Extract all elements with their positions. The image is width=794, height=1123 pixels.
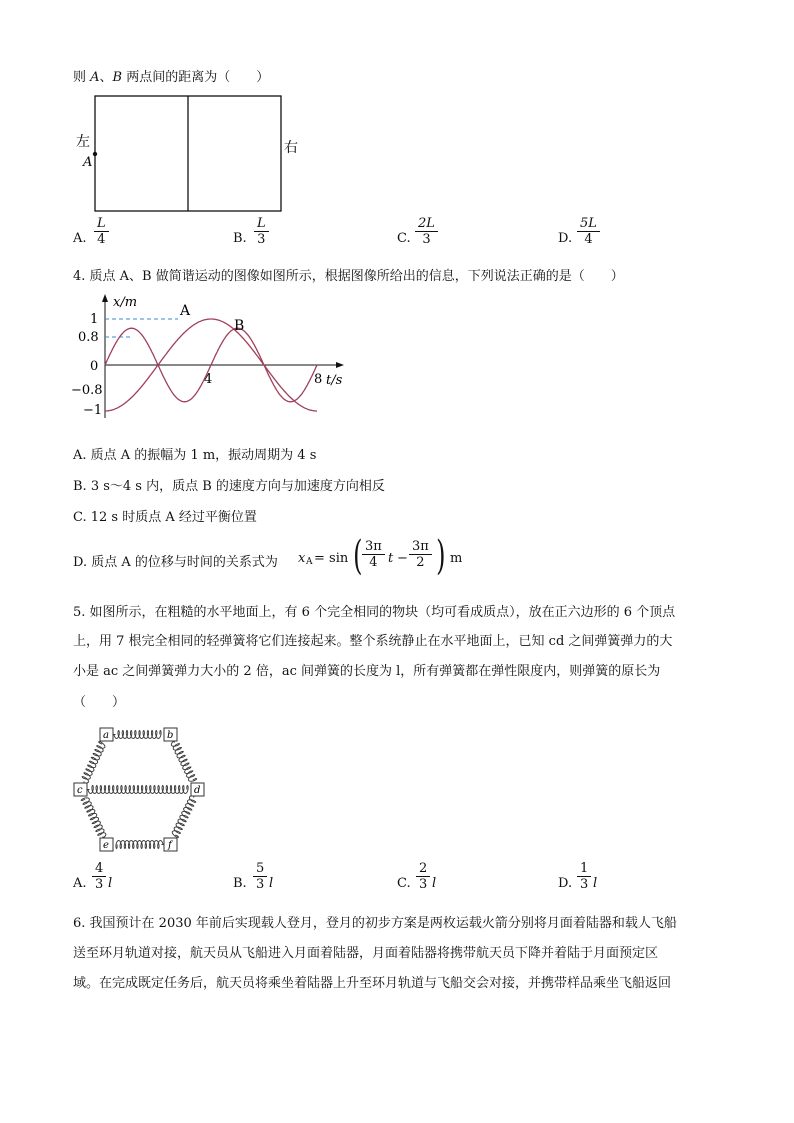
svg-text:d: d bbox=[194, 785, 201, 796]
q5-option-d-var: l bbox=[593, 876, 598, 891]
q5-option-b-frac[interactable]: $\frac{5}{3}$ bbox=[253, 861, 267, 892]
q4-option-d-eq: = sin bbox=[314, 551, 349, 566]
q6-stem-line1: 6. 我国预计在 2030 年前后实现载人登月，登月的初步方案是两枚运载火箭分别将月面着陆器和载人飞船 bbox=[73, 916, 677, 931]
q4-option-d-frac2: $\frac{3\pi}{2}$ bbox=[409, 539, 432, 570]
svg-text:e: e bbox=[103, 840, 109, 851]
q4-y-tick-0.8: 0.8 bbox=[78, 330, 99, 345]
q5-option-c-frac[interactable]: $\frac{2}{3}$ bbox=[416, 861, 430, 892]
q4-x-arrow bbox=[336, 362, 344, 368]
q3-option-b-label[interactable]: B. bbox=[233, 231, 247, 246]
q4-y-axis-label: x/m bbox=[113, 295, 138, 310]
q4-option-d-lparen: ( bbox=[353, 533, 363, 579]
q4-y-tick-neg0.8: −0.8 bbox=[71, 383, 103, 398]
q5-spring-df bbox=[172, 796, 195, 838]
q5-spring-ab bbox=[114, 731, 161, 739]
q3-stem: 则 A、B 两点间的距离为（ ） bbox=[73, 70, 270, 85]
q5-option-a-frac[interactable]: $\frac{4}{3}$ bbox=[92, 861, 106, 892]
q4-option-b[interactable]: B. 3 s～4 s 内，质点 B 的速度方向与加速度方向相反 bbox=[73, 479, 385, 494]
q5-stem-line1: 5. 如图所示，在粗糙的水平地面上，有 6 个完全相同的物块（均可看成质点），放在正六边形的 6 个顶点 bbox=[73, 605, 676, 620]
q3-option-b-frac[interactable]: $\frac{L}{3}$ bbox=[254, 216, 269, 247]
q4-option-c[interactable]: C. 12 s 时质点 A 经过平衡位置 bbox=[73, 510, 257, 525]
q5-block-f bbox=[164, 838, 177, 851]
q5-springs bbox=[81, 731, 196, 849]
q5-hexagon-figure bbox=[68, 722, 218, 860]
q4-option-d-prefix: D. 质点 A 的位移与时间的关系式为 bbox=[73, 555, 278, 570]
q5-option-c-label[interactable]: C. bbox=[397, 876, 411, 891]
q5-option-b-label[interactable]: B. bbox=[233, 876, 247, 891]
q3-label-point: A bbox=[83, 155, 93, 170]
q4-option-d-unit: m bbox=[450, 551, 463, 566]
q4-stem: 4. 质点 A、B 做简谐运动的图像如图所示，根据图像所给出的信息，下列说法正确的是（ ） bbox=[73, 269, 624, 284]
q4-y-arrow bbox=[102, 294, 108, 302]
q5-spring-ca bbox=[82, 742, 105, 783]
svg-text:f: f bbox=[168, 840, 172, 851]
q6-stem-line3: 域。在完成既定任务后，航天员将乘坐着陆器上升至环月轨道与飞船交会对接，并携带样品乘坐飞船返回 bbox=[73, 976, 672, 991]
q5-option-a-label[interactable]: A. bbox=[73, 876, 87, 891]
q5-stem-line4: （ ） bbox=[73, 695, 126, 710]
q3-option-a-label[interactable]: A. bbox=[73, 231, 87, 246]
q5-block-d bbox=[191, 783, 204, 796]
q4-option-d-var: x bbox=[298, 551, 306, 566]
q5-block-a bbox=[100, 728, 113, 741]
q4-x-tick-4: 4 bbox=[204, 372, 213, 387]
svg-text:a: a bbox=[103, 730, 109, 741]
q5-option-d-label[interactable]: D. bbox=[558, 876, 573, 891]
q4-option-d-minus: − bbox=[397, 551, 408, 566]
q4-y-tick-0: 0 bbox=[90, 359, 99, 374]
q3-point-A bbox=[93, 152, 97, 156]
q5-block-c bbox=[74, 783, 87, 796]
q4-option-d-sub: A bbox=[306, 557, 313, 567]
q4-option-d-rparen: ) bbox=[436, 533, 446, 579]
q5-spring-ec bbox=[81, 798, 106, 838]
q3-option-c-frac[interactable]: $\frac{2L}{3}$ bbox=[415, 216, 438, 247]
q5-option-d-frac[interactable]: $\frac{1}{3}$ bbox=[577, 861, 591, 892]
q4-option-a[interactable]: A. 质点 A 的振幅为 1 m，振动周期为 4 s bbox=[73, 448, 317, 463]
q3-option-d-label[interactable]: D. bbox=[558, 231, 573, 246]
q4-x-axis-label: t/s bbox=[326, 373, 343, 388]
q3-option-d-frac[interactable]: $\frac{5L}{4}$ bbox=[577, 216, 600, 247]
q4-option-d-frac1: $\frac{3\pi}{4}$ bbox=[362, 539, 385, 570]
q4-option-d-t: t bbox=[388, 551, 394, 566]
q3-box-figure bbox=[70, 90, 310, 220]
q5-spring-bd bbox=[171, 741, 196, 781]
q3-option-a-frac[interactable]: $\frac{L}{4}$ bbox=[94, 216, 109, 247]
q5-option-b-var: l bbox=[269, 876, 274, 891]
q4-curve-A-label: A bbox=[180, 303, 191, 319]
q6-stem-line2: 送至环月轨道对接，航天员从飞船进入月面着陆器，月面着陆器将携带航天员下降并着陆于月面预定区 bbox=[73, 946, 659, 961]
svg-text:c: c bbox=[77, 785, 83, 796]
q5-block-b bbox=[164, 728, 177, 741]
q4-y-tick-1: 1 bbox=[90, 312, 99, 327]
q4-y-tick-neg1: −1 bbox=[83, 403, 103, 418]
q4-option-d[interactable] bbox=[73, 535, 493, 581]
q5-spring-fe bbox=[116, 841, 163, 849]
q5-stem-line2: 上，用 7 根完全相同的轻弹簧将它们连接起来。整个系统静止在水平地面上，已知 cd 之间弹簧弹力的大 bbox=[73, 634, 673, 649]
q4-x-tick-8: 8 bbox=[314, 372, 323, 387]
q5-stem-line3: 小是 ac 之间弹簧弹力大小的 2 倍，ac 间弹簧的长度为 l，所有弹簧都在弹性限度内，则弹簧的原长为 bbox=[73, 664, 661, 679]
svg-text:b: b bbox=[167, 730, 174, 741]
q3-option-c-label[interactable]: C. bbox=[397, 231, 411, 246]
q3-label-right: 右 bbox=[284, 140, 298, 156]
q4-graph bbox=[68, 290, 358, 425]
q4-curve-B-label: B bbox=[234, 318, 245, 334]
q3-label-left: 左 bbox=[76, 134, 90, 150]
q5-spring-cd bbox=[88, 786, 188, 794]
q5-option-c-var: l bbox=[432, 876, 437, 891]
q5-option-a-var: l bbox=[108, 876, 113, 891]
q5-block-e bbox=[100, 838, 113, 851]
